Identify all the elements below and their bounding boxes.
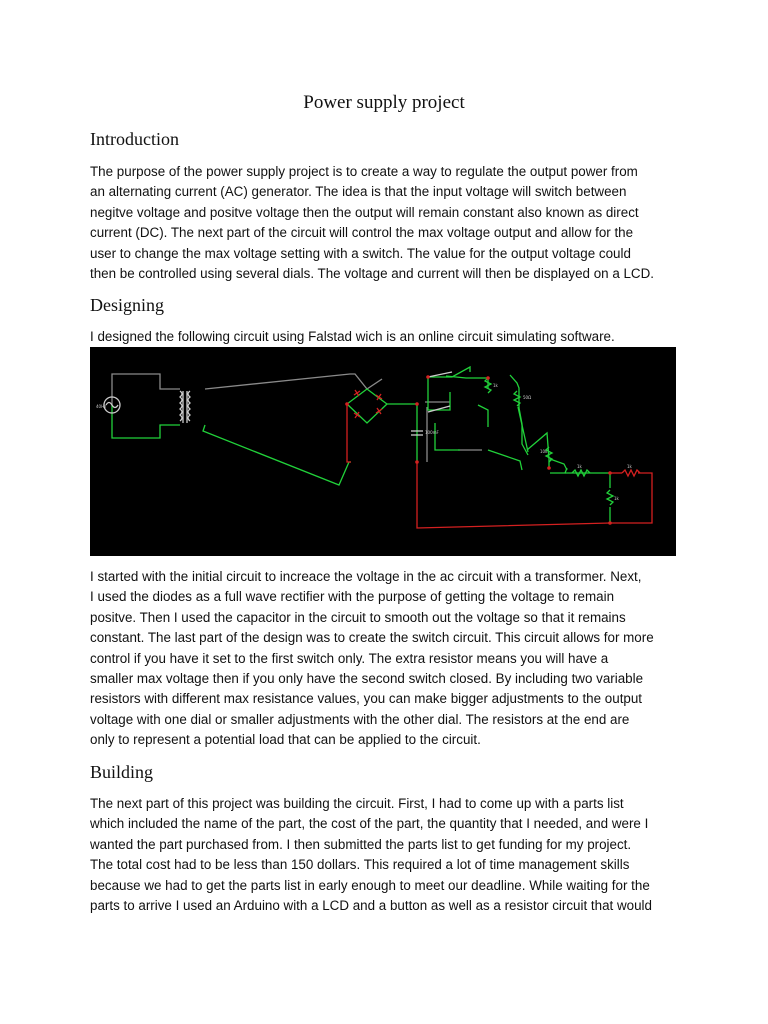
- capacitor-label: 100mF: [425, 430, 439, 435]
- wire: [550, 468, 567, 473]
- node: [345, 402, 349, 406]
- resistor-label: 1k: [614, 496, 619, 501]
- text-line: constant. The last part of the design was to create the switch circuit. This circuit allows for more: [90, 630, 654, 646]
- text-line: The purpose of the power supply project is to create a way to regulate the output power from: [90, 164, 638, 179]
- transformer-coil: [188, 391, 190, 421]
- node: [415, 460, 419, 464]
- text-line: then be controlled using several dials. The voltage and current will then be displayed on a LCD.: [90, 266, 654, 282]
- text-line: parts to arrive I used an Arduino with a LCD and a button as well as a resistor circuit that would: [90, 898, 652, 914]
- section-heading-building: Building: [90, 762, 154, 782]
- resistor: [622, 470, 640, 476]
- text-line: an alternating current (AC) generator. The idea is that the input voltage will switch between: [90, 184, 627, 200]
- resistor-label: 1k: [627, 464, 632, 469]
- resistor-label: 1k: [493, 383, 498, 388]
- wire: [387, 404, 417, 462]
- wire: [446, 376, 488, 388]
- wire: [435, 423, 460, 450]
- node: [426, 375, 430, 379]
- text-line: current (DC). The next part of the circuit will control the max voltage output and allow for the: [90, 225, 634, 241]
- circuit-schematic: [90, 347, 676, 556]
- text-line: voltage with one dial or smaller adjustments with the other dial. The resistors at the end are: [90, 711, 630, 727]
- section-heading-designing: Designing: [90, 295, 164, 315]
- building-paragraph: [90, 794, 690, 916]
- text-line: I designed the following circuit using Falstad wich is an online circuit simulating software.: [90, 329, 615, 344]
- wire: [203, 425, 351, 485]
- switch: [428, 406, 450, 412]
- node: [547, 466, 551, 470]
- load-resistors: [622, 470, 640, 476]
- introduction-paragraph: [90, 162, 690, 284]
- node: [608, 521, 612, 525]
- text-line: negitve voltage and positve voltage then the output will remain constant also known as direct: [90, 204, 639, 220]
- resistor-label: 50Ω: [523, 395, 532, 400]
- text-line: The next part of this project was building the circuit. First, I had to come up with a parts list: [90, 796, 624, 811]
- wire: [112, 405, 180, 438]
- designing-paragraph: [90, 567, 690, 751]
- transformer-coil: [180, 391, 182, 421]
- text-line: wanted the part purchased from. I then submitted the parts list to get funding for my project.: [90, 836, 632, 852]
- wire: [417, 462, 652, 528]
- diode: [354, 390, 360, 396]
- node: [608, 471, 612, 475]
- node: [486, 376, 490, 380]
- wire: [510, 375, 528, 455]
- resistor: [607, 490, 613, 505]
- text-line: which included the name of the part, the cost of the part, the quantity that I needed, and were I: [90, 816, 649, 832]
- source-label: 40Hz: [96, 404, 107, 409]
- text-line: user to change the max voltage setting with a switch. The value for the output voltage could: [90, 245, 631, 261]
- text-line: positve. Then I used the capacitor in the circuit to smooth out the voltage so that it remains: [90, 609, 626, 625]
- designing-intro-paragraph: [90, 327, 690, 347]
- text-line: The total cost had to be less than 150 dollars. This required a lot of time management skills: [90, 857, 630, 873]
- text-line: I used the diodes as a full wave rectifier with the purpose of getting the voltage to remain: [90, 589, 615, 605]
- text-line: I started with the initial circuit to increace the voltage in the ac circuit with a transformer. Next,: [90, 569, 642, 584]
- document-title: Power supply project: [303, 92, 465, 113]
- text-line: control if you have it set to the first switch only. The extra resistor means you will have a: [90, 650, 609, 666]
- wire: [478, 405, 488, 427]
- resistors: [485, 378, 613, 505]
- wire: [367, 379, 382, 389]
- wire: [347, 404, 351, 462]
- high-voltage-wires: [112, 367, 610, 523]
- low-voltage-wires: [347, 404, 652, 528]
- resistor-label: 10k: [540, 449, 548, 454]
- node: [415, 402, 419, 406]
- section-heading-introduction: Introduction: [90, 129, 179, 149]
- text-line: resistors with different max resistance values, you can make bigger adjustments to the output: [90, 691, 643, 707]
- wire: [205, 374, 367, 389]
- text-line: only to represent a potential load that can be applied to the circuit.: [90, 732, 481, 748]
- diode: [376, 408, 382, 414]
- neutral-wires: [112, 374, 482, 462]
- resistor-label: 1k: [577, 464, 582, 469]
- wire: [550, 459, 567, 470]
- wire: [488, 450, 522, 470]
- circuit-diagram: [90, 347, 676, 556]
- text-line: smaller max voltage then if you only have the second switch closed. By including two variable: [90, 671, 644, 687]
- text-line: because we had to get the parts list in early enough to meet our deadline. While waiting for the: [90, 877, 650, 893]
- wire: [112, 374, 180, 405]
- diode-bridge: [354, 390, 382, 418]
- wire: [428, 377, 450, 410]
